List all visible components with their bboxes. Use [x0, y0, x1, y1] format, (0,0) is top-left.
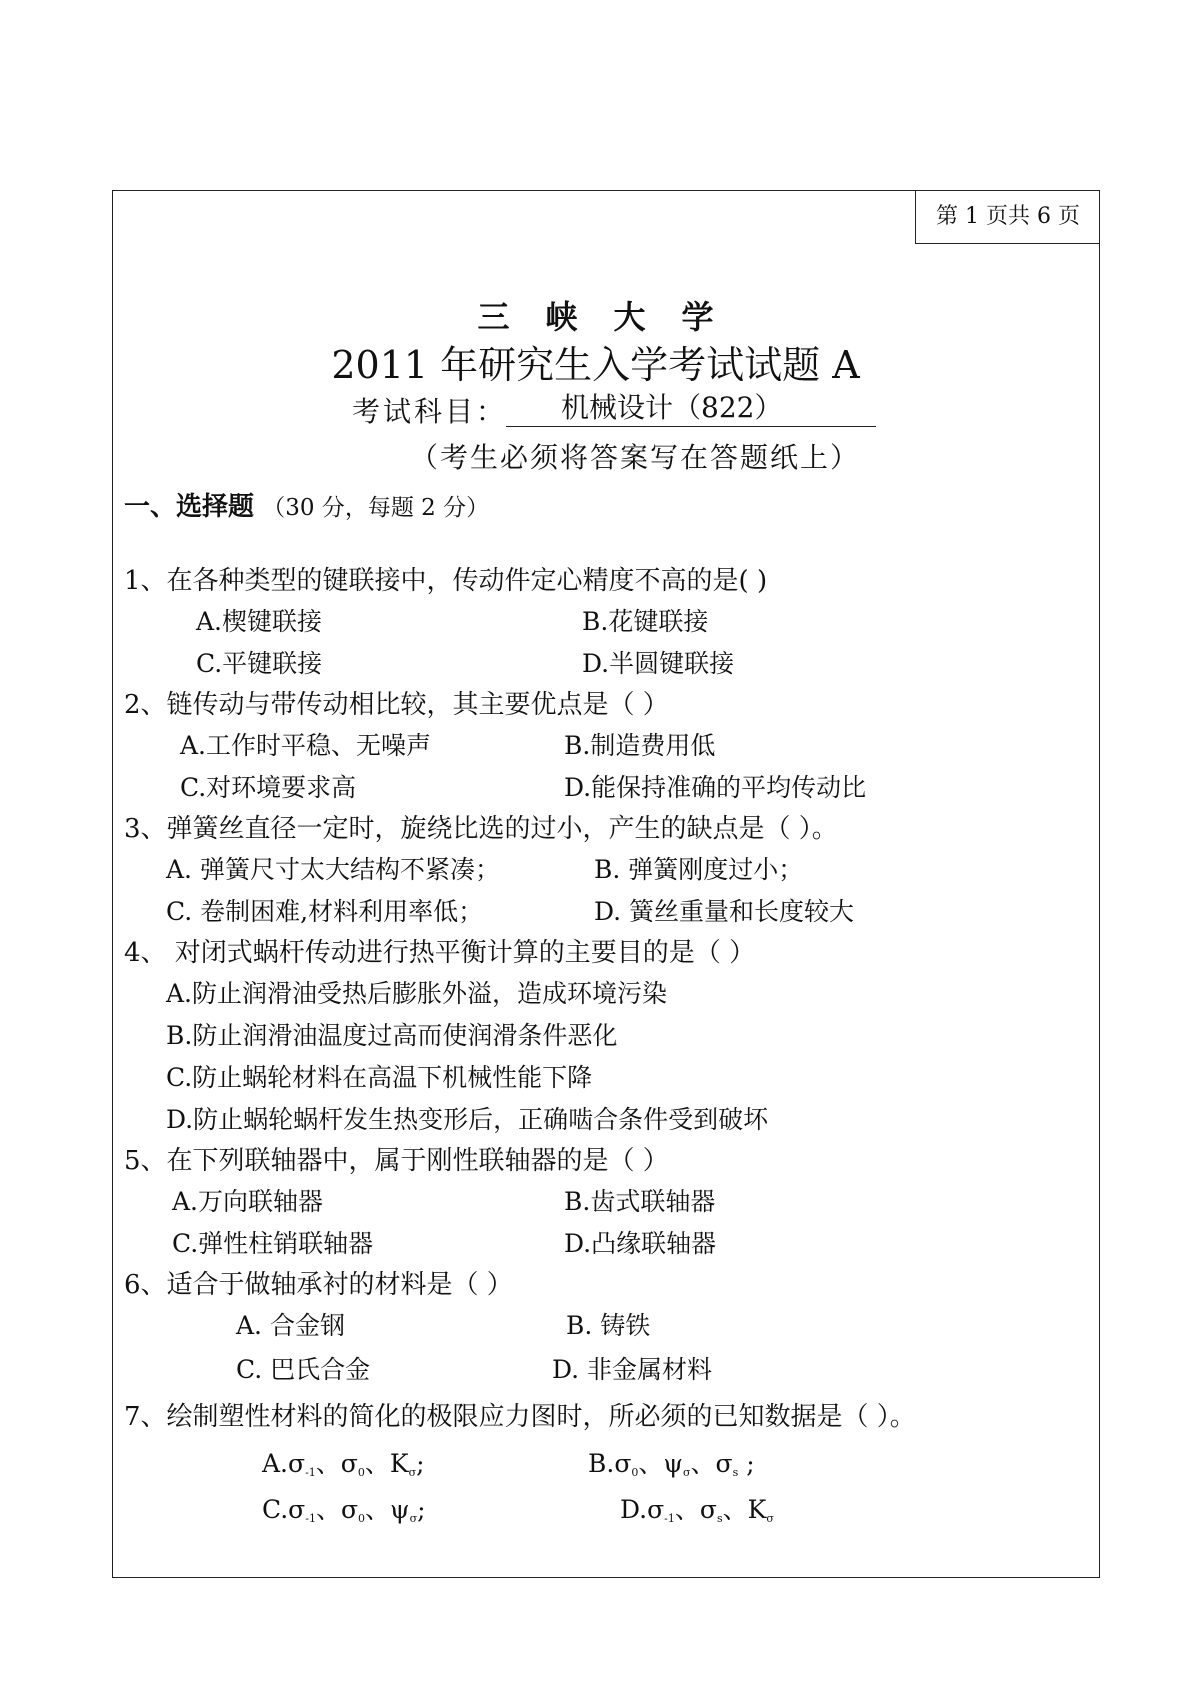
question-4-option-c: C.防止蜗轮材料在高温下机械性能下降	[166, 1063, 593, 1092]
question-5-option-d: D.凸缘联轴器	[564, 1229, 717, 1258]
question-6-option-b: B. 铸铁	[566, 1311, 651, 1340]
question-4-stem: 4、 对闭式蜗杆传动进行热平衡计算的主要目的是（ ）	[124, 938, 756, 968]
subject-value: 机械设计（822）	[506, 390, 876, 427]
question-7-option-c: $C.\sigma_{-1}$、$\sigma_0$、$\psi_\sigma$;	[262, 1495, 426, 1525]
question-5-option-a: A.万向联轴器	[172, 1187, 324, 1216]
question-3-option-d: D. 簧丝重量和长度较大	[594, 897, 855, 926]
section-title: 一、选择题	[124, 492, 255, 522]
question-7-option-d: $D.\sigma_{-1}$、$\sigma_s$、$K_\sigma$	[620, 1495, 774, 1525]
question-3-stem: 3、弹簧丝直径一定时，旋绕比选的过小，产生的缺点是（ ）。	[124, 814, 838, 844]
section-heading	[124, 486, 489, 523]
question-7-option-a: $A.\sigma_{-1}$、$\sigma_0$、$K_\sigma$;	[262, 1449, 425, 1479]
exam-title: 2011 年研究生入学考试试题 A	[331, 343, 860, 387]
question-7-option-d-prefix: D.σ	[620, 1495, 665, 1524]
question-2-option-d: D.能保持准确的平均传动比	[564, 773, 867, 802]
question-1-option-a: A.楔键联接	[196, 607, 323, 636]
question-7-option-b: $B.\sigma_0$、$\psi_\sigma$、$\sigma_s$ ;	[588, 1449, 755, 1479]
subject-label: 考试科目：	[352, 395, 508, 428]
question-7-stem: 7、绘制塑性材料的简化的极限应力图时，所必须的已知数据是（ ）。	[124, 1402, 916, 1432]
question-3-option-a: A. 弹簧尺寸太大结构不紧凑；	[166, 855, 500, 884]
school-name: 三峡大学	[477, 298, 750, 336]
question-7-option-c-prefix: C.σ	[262, 1495, 306, 1524]
question-1-option-b: B.花键联接	[582, 607, 709, 636]
question-2-option-a: A.工作时平稳、无噪声	[180, 731, 432, 760]
question-6-option-d: D. 非金属材料	[552, 1355, 713, 1384]
question-2-stem: 2、链传动与带传动相比较，其主要优点是（ ）	[124, 690, 669, 720]
question-7-option-a-prefix: A.σ	[262, 1449, 306, 1478]
page-indicator: 第 1 页共 6 页	[915, 190, 1100, 244]
question-1-option-c: C.平键联接	[196, 649, 323, 678]
question-5-stem: 5、在下列联轴器中，属于刚性联轴器的是（ ）	[124, 1146, 669, 1176]
question-4-option-a: A.防止润滑油受热后膨胀外溢，造成环境污染	[166, 979, 668, 1008]
question-6-stem: 6、适合于做轴承衬的材料是（ ）	[124, 1270, 513, 1300]
question-4-option-b: B.防止润滑油温度过高而使润滑条件恶化	[166, 1021, 618, 1050]
question-2-option-c: C.对环境要求高	[180, 773, 357, 802]
question-7-option-b-prefix: B.σ	[588, 1449, 632, 1478]
question-6-option-a: A. 合金钢	[236, 1311, 345, 1340]
question-4-option-d: D.防止蜗轮蜗杆发生热变形后，正确啮合条件受到破坏	[166, 1105, 769, 1134]
question-5-option-b: B.齿式联轴器	[564, 1187, 716, 1216]
question-2-option-b: B.制造费用低	[564, 731, 716, 760]
question-5-option-c: C.弹性柱销联轴器	[172, 1229, 374, 1258]
question-3-option-c: C. 卷制困难,材料利用率低；	[166, 897, 484, 926]
answer-sheet-note: （考生必须将答案写在答题纸上）	[410, 441, 861, 474]
question-6-option-c: C. 巴氏合金	[236, 1355, 371, 1384]
question-3-option-b: B. 弹簧刚度过小；	[594, 855, 804, 884]
question-1-option-d: D.半圆键联接	[582, 649, 735, 678]
question-1-stem: 1、在各种类型的键联接中，传动件定心精度不高的是( )	[124, 566, 768, 596]
section-points: （30 分，每题 2 分）	[262, 495, 490, 521]
